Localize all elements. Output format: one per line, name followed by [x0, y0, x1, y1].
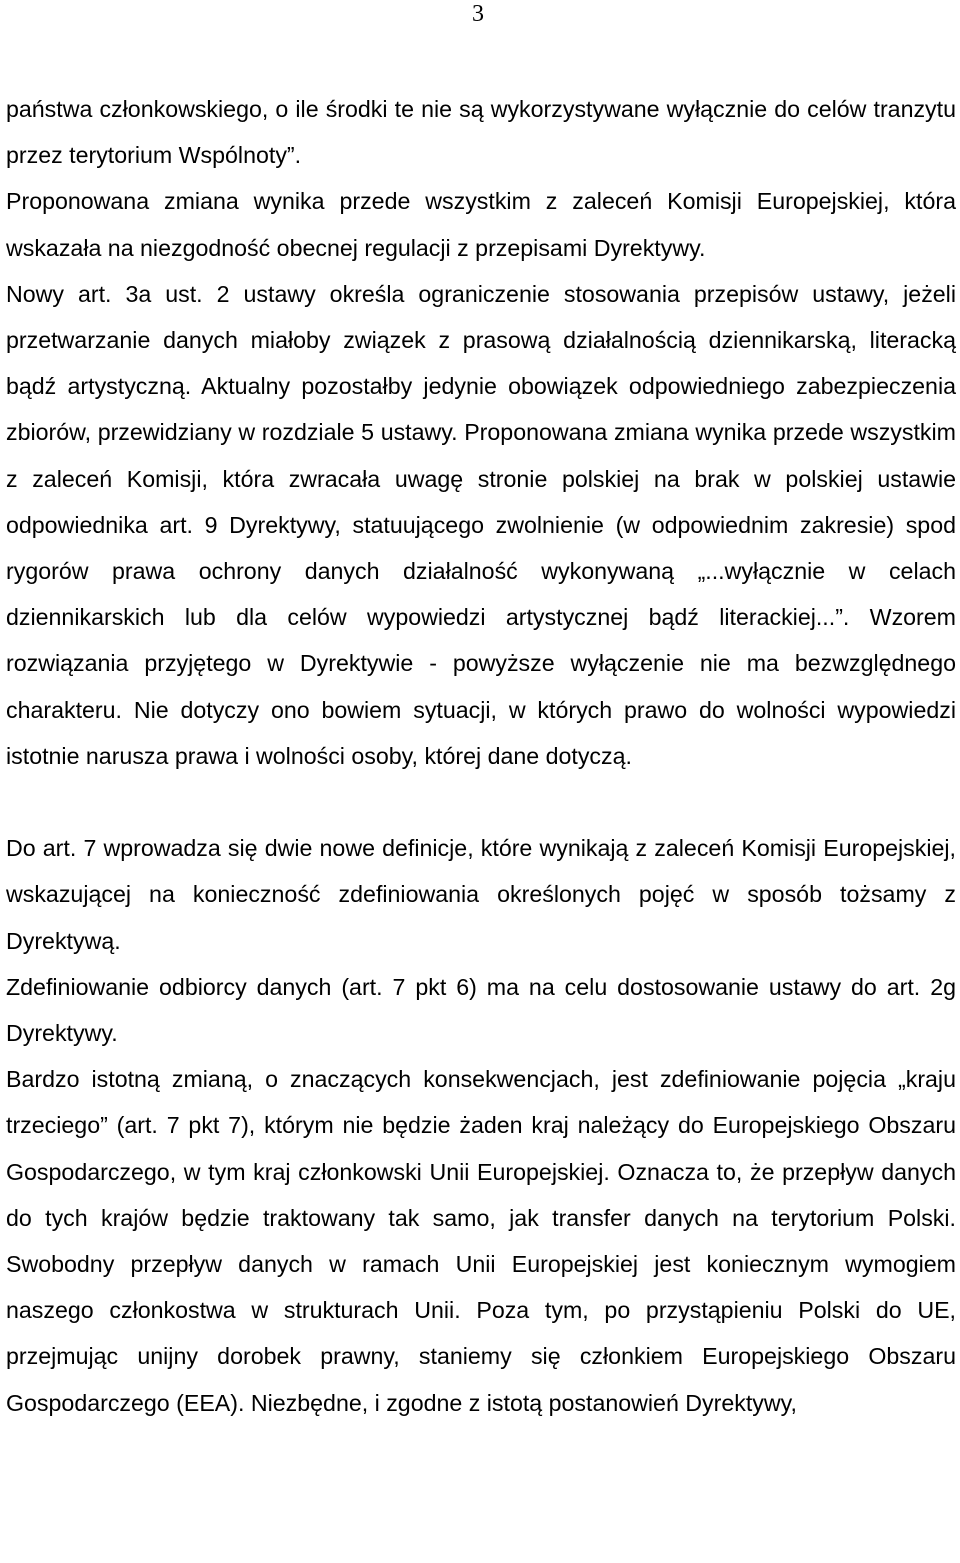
paragraph: państwa członkowskiego, o ile środki te nie są wykorzystywane wyłącznie do celów tranzytu przez terytorium Wspólnoty”.	[6, 96, 956, 169]
paragraph: Proponowana zmiana wynika przede wszystkim z zaleceń Komisji Europejskiej, która wskazała na niezgodność obecnej regulacji z przepisami Dyrektywy.	[6, 188, 956, 261]
paragraph: Do art. 7 wprowadza się dwie nowe definicje, które wynikają z zaleceń Komisji Europejskiej, wskazującej na konieczność zdefiniowania określonych pojęć w sposób tożsamy z Dyrektywą.	[6, 835, 956, 954]
paragraph: Nowy art. 3a ust. 2 ustawy określa ograniczenie stosowania przepisów ustawy, jeżeli przetwarzanie danych miałoby związek z prasową działalnością dziennikarską, literacką bądź artystyczną. Aktualny pozostałby jedynie obowiązek odpowiedniego zabezpieczenia zbiorów, przewidziany w rozdziale 5 ustawy. Proponowana zmiana wynika przede wszystkim z zaleceń Komisji, która zwracała uwagę stronie polskiej na brak w polskiej ustawie odpowiednika art. 9 Dyrektywy, statuującego zwolnienie (w odpowiednim zakresie) spod rygorów prawa ochrony danych działalność wykonywaną „...wyłącznie w celach dziennikarskich lub dla celów wypowiedzi artystycznej bądź literackiej...”. Wzorem rozwiązania przyjętego w Dyrektywie - powyższe wyłączenie nie ma bezwzględnego charakteru. Nie dotyczy ono bowiem sytuacji, w których prawo do wolności wypowiedzi istotnie narusza prawa i wolności osoby, której dane dotyczą.	[6, 280, 956, 769]
document-body	[6, 86, 956, 1426]
page-number: 3	[472, 1, 484, 27]
paragraph: Bardzo istotną zmianą, o znaczących konsekwencjach, jest zdefiniowanie pojęcia „kraju trzeciego” (art. 7 pkt 7), którym nie będzie żaden kraj należący do Europejskiego Obszaru Gospodarczego, w tym kraj członkowski Unii Europejskiej. Oznacza to, że przepływ danych do tych krajów będzie traktowany tak samo, jak transfer danych na terytorium Polski. Swobodny przepływ danych w ramach Unii Europejskiej jest koniecznym wymogiem naszego członkostwa w strukturach Unii. Poza tym, po przystąpieniu Polski do UE, przejmując unijny dorobek prawny, staniemy się członkiem Europejskiego Obszaru Gospodarczego (EEA). Niezbędne, i zgodne z istotą postanowień Dyrektywy,	[6, 1066, 956, 1416]
paragraph: Zdefiniowanie odbiorcy danych (art. 7 pkt 6) ma na celu dostosowanie ustawy do art. 2g Dyrektywy.	[6, 973, 956, 1047]
